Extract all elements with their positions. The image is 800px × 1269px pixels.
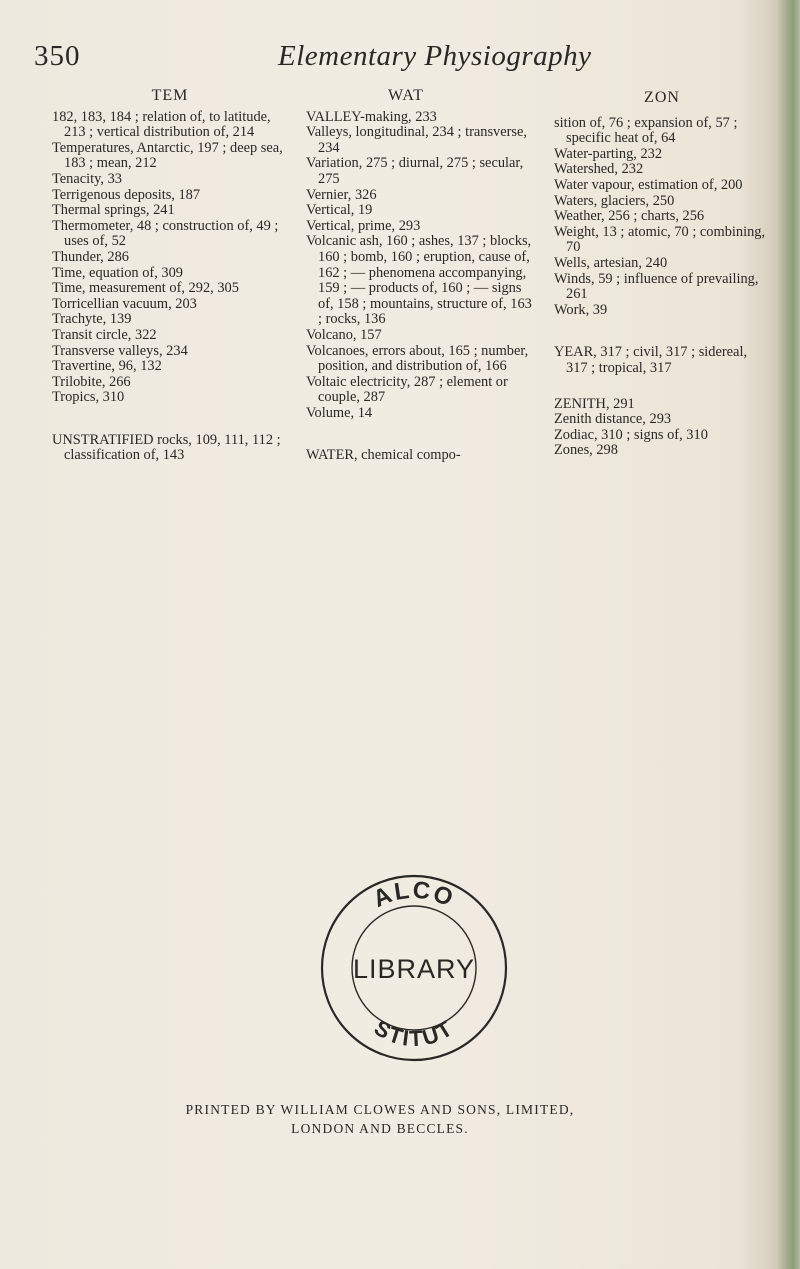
stamp-top-text: ALCO [369, 876, 459, 913]
index-entry: Tropics, 310 [52, 389, 125, 406]
index-entry: ZENITH, 291 [554, 395, 635, 412]
index-entry: Vertical, prime, 293 [306, 217, 421, 234]
stamp-center-text: LIBRARY [352, 954, 476, 984]
index-entry: 182, 183, 184 ; relation of, to latitude, 213 ; vertical distribution of, 214 [52, 108, 271, 141]
column-heading: TEM [151, 87, 189, 104]
index-entry: Volcano, 157 [306, 326, 382, 343]
index-entry: Volcanic ash, 160 ; ashes, 137 ; blocks, 160 ; bomb, 160 ; eruption, cause of, 162 ; — phenomena accompanying, 159 ; — products of, 160 ; — signs of, 158 ; mountains, structure of, 163 ; rocks, 136 [306, 233, 532, 328]
index-entry: Torricellian vacuum, 203 [52, 295, 197, 312]
section-gap [306, 421, 534, 448]
index-entry: WATER, chemical compo- [306, 447, 461, 464]
index-entry: Volume, 14 [306, 404, 373, 421]
index-entry: Temperatures, Antarctic, 197 ; deep sea, 183 ; mean, 212 [52, 139, 283, 172]
section-gap [52, 406, 288, 433]
running-title: Elementary Physiography [278, 40, 592, 72]
index-entry: Zenith distance, 293 [554, 411, 672, 428]
index-entry: Winds, 59 ; influence of prevailing, 261 [554, 270, 759, 303]
index-entry: Work, 39 [554, 301, 608, 318]
index-entry: Transit circle, 322 [52, 326, 157, 343]
index-entry: Thunder, 286 [52, 248, 129, 265]
index-entry: Transverse valleys, 234 [52, 342, 188, 359]
index-entry: Trilobite, 266 [52, 373, 131, 390]
index-entry: Water vapour, estimation of, 200 [554, 176, 743, 193]
index-entry: Water-parting, 232 [554, 145, 663, 162]
imprint-line-2: LONDON AND BECCLES. [291, 1121, 469, 1136]
index-entry: UNSTRATIFIED rocks, 109, 111, 112 ; classification of, 143 [52, 431, 281, 464]
index-entry: Weather, 256 ; charts, 256 [554, 208, 705, 225]
index-entry: Time, equation of, 309 [52, 264, 183, 281]
section-gap [554, 377, 770, 397]
index-entry: Thermometer, 48 ; construction of, 49 ; uses of, 52 [52, 217, 279, 250]
index-entry: Variation, 275 ; diurnal, 275 ; secular, 275 [306, 155, 524, 187]
index-entry: VALLEY-making, 233 [306, 108, 437, 125]
stamp-bottom-text: STITUT [369, 1014, 459, 1052]
section-gap [554, 318, 770, 345]
index-entry: YEAR, 317 ; civil, 317 ; sidereal, 317 ; tropical, 317 [554, 344, 748, 376]
index-entry: Tenacity, 33 [52, 170, 122, 187]
index-entry: Vertical, 19 [306, 202, 373, 219]
index-entry: Thermal springs, 241 [52, 202, 175, 219]
index-entry: Vernier, 326 [306, 186, 377, 203]
column-heading: ZON [644, 89, 680, 106]
library-stamp-icon [314, 868, 514, 1068]
index-entry: Waters, glaciers, 250 [554, 192, 675, 209]
index-column-3 [554, 88, 770, 459]
index-entry: Weight, 13 ; atomic, 70 ; combining, 70 [554, 223, 766, 256]
index-column-2 [306, 88, 534, 464]
page-edge [778, 0, 800, 1269]
index-entry: Travertine, 96, 132 [52, 358, 162, 375]
index-column-1 [52, 88, 288, 464]
index-entry: sition of, 76 ; expansion of, 57 ; specific heat of, 64 [554, 114, 738, 147]
index-entry: Valleys, longitudinal, 234 ; transverse, 234 [306, 124, 528, 156]
page-number: 350 [34, 40, 81, 72]
index-entry: Zodiac, 310 ; signs of, 310 [554, 426, 708, 443]
index-entry: Time, measurement of, 292, 305 [52, 280, 239, 297]
index-entry: Voltaic electricity, 287 ; element or couple, 287 [306, 373, 508, 406]
index-entry: Zones, 298 [554, 442, 618, 459]
printer-imprint [0, 1100, 760, 1138]
imprint-line-1: PRINTED BY WILLIAM CLOWES AND SONS, LIMITED, [185, 1102, 575, 1117]
index-entry: Terrigenous deposits, 187 [52, 186, 201, 203]
index-entry: Wells, artesian, 240 [554, 254, 668, 271]
page-header [0, 40, 760, 80]
index-entry: Trachyte, 139 [52, 311, 132, 328]
index-entry: Volcanoes, errors about, 165 ; number, position, and distribution of, 166 [306, 342, 529, 375]
column-heading: WAT [388, 87, 424, 104]
index-entry: Watershed, 232 [554, 161, 644, 178]
